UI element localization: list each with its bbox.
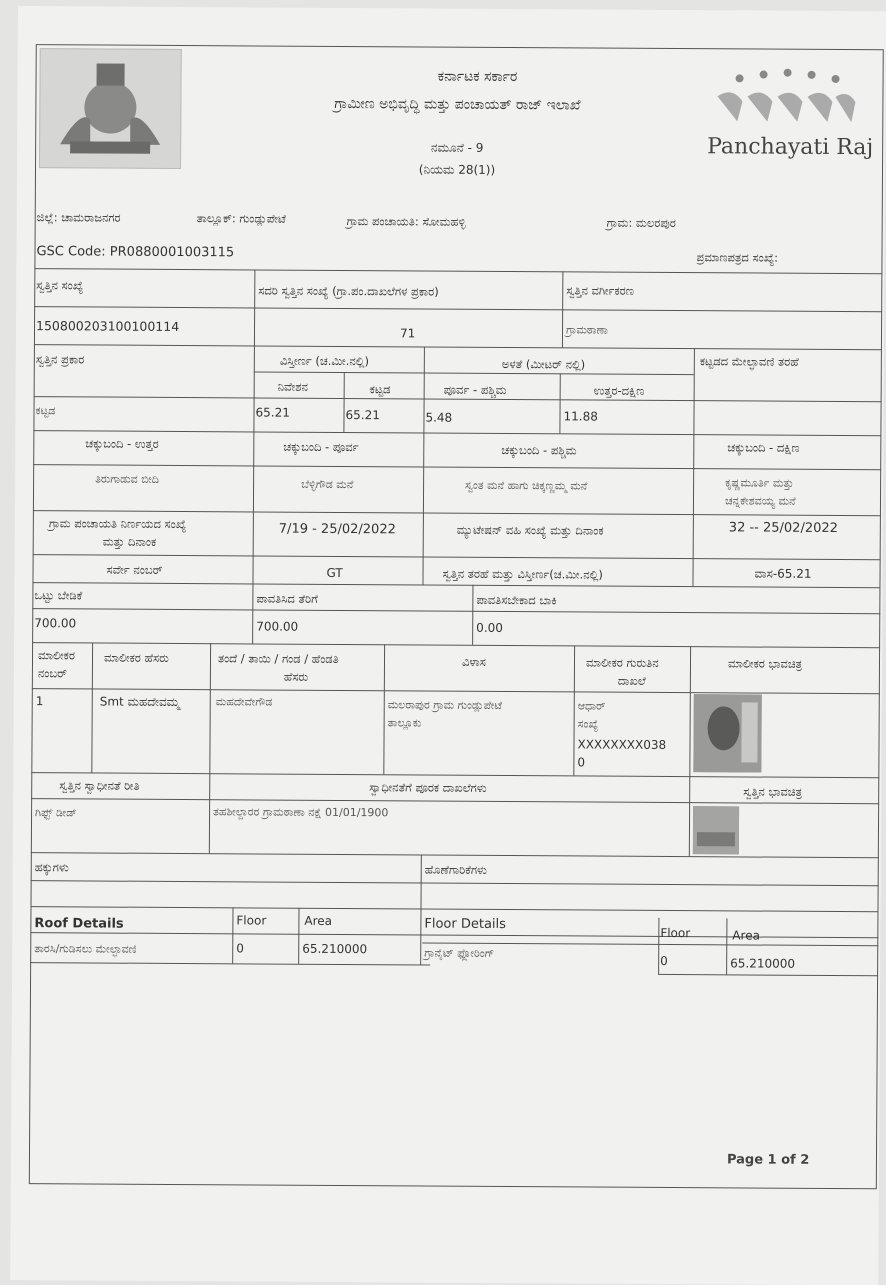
mutation-value: 32 -- 25/02/2022 — [728, 520, 838, 537]
village: ಗ್ರಾಮ: ಮಲರಪುರ — [606, 215, 676, 231]
id-line2: ಸಂಖ್ಯೆ — [577, 717, 599, 731]
nature-value: ವಾಸ-65.21 — [754, 566, 812, 581]
survey-header: ಸರ್ವೇ ನಂಬರ್ — [106, 562, 163, 577]
total-demand: 700.00 — [34, 616, 77, 631]
classification-header: ಸ್ವತ್ತಿನ ವರ್ಗೀಕರಣ — [566, 283, 634, 298]
site-area: 65.21 — [255, 405, 290, 420]
paid-tax: 700.00 — [256, 619, 299, 634]
due-header: ಪಾವತಿಸಬೇಕಾದ ಬಾಕಿ — [476, 592, 557, 608]
nature-header: ಸ್ವತ್ತಿನ ತರಹೆ ಮತ್ತು ವಿಸ್ತೀರ್ಣ(ಚ.ಮೀ.ನಲ್ಲಿ) — [442, 566, 603, 582]
acquisition-mode: ಗಿಫ್ಟ್ ಡೀಡ್ — [35, 806, 77, 820]
built-area: 65.21 — [345, 408, 380, 423]
due-amount: 0.00 — [476, 620, 503, 635]
mutation-header: ಮ್ಯುಟೇಷನ್ ವಹಿ ಸಂಖ್ಯೆ ಮತ್ತು ದಿನಾಂಕ — [456, 522, 604, 538]
old-property-number: 71 — [399, 326, 416, 341]
west-boundary-header: ಚಕ್ಕುಬಂದಿ - ಪಶ್ಚಿಮ — [501, 442, 577, 458]
rights-header: ಹಕ್ಕುಗಳು — [34, 860, 69, 875]
property-number: 150800203100100114 — [36, 318, 180, 334]
old-number-header: ಸದರಿ ಸ್ವತ್ತಿನ ಸಂಖ್ಯೆ (ಗ್ರಾ.ಪಂ.ದಾಖಲೆಗಳ ಪ್ರಕಾರ) — [258, 283, 439, 299]
classification: ಗ್ರಾಮಠಾಣಾ — [565, 323, 609, 337]
department-title: ಗ್ರಾಮೀಣ ಅಭಿವೃದ್ಧಿ ಮತ್ತು ಪಂಚಾಯತ್ ರಾಜ್ ಇಲಾಖೆ — [334, 95, 581, 114]
owner-photo-header: ಮಾಲೀಕರ ಭಾವಚಿತ್ರ — [727, 656, 803, 671]
north-south-header: ಉತ್ತರ-ದಕ್ಷಿಣ — [593, 383, 645, 398]
floor-floor: 0 — [660, 953, 668, 968]
east-boundary-header: ಚಕ್ಕುಬಂದಿ - ಪೂರ್ವ — [283, 439, 359, 455]
owner-number: 1 — [35, 694, 44, 709]
address-header: ವಿಳಾಸ — [461, 654, 486, 669]
relation-header-2: ಹೆಸರು — [283, 669, 309, 684]
aadhaar-number-end: 0 — [577, 755, 586, 770]
liabilities-header: ಹೊಣೆಗಾರಿಕೆಗಳು — [424, 862, 488, 877]
acquisition-mode-header: ಸ್ವತ್ತಿನ ಸ್ವಾಧೀನತೆ ರೀತಿ — [59, 778, 140, 793]
gp-resolution: 7/19 - 25/02/2022 — [278, 521, 396, 538]
property-type: ಕಟ್ಟಡ — [35, 404, 56, 418]
relation-header: ತಂದೆ / ತಾಯಿ / ಗಂಡ / ಹೆಂಡತಿ — [217, 651, 339, 666]
floor-floor-header: Floor — [660, 925, 691, 941]
total-demand-header: ಒಟ್ಟು ಬೇಡಿಕೆ — [34, 588, 83, 603]
supporting-docs: ತಹಶೀಲ್ದಾರರ ಗ್ರಾಮಠಾಣಾ ನಕ್ಷೆ 01/01/1900 — [213, 805, 389, 820]
floor-area: 65.210000 — [730, 956, 796, 971]
south-boundary-header: ಚಕ್ಕುಬಂದಿ - ದಕ್ಷಿಣ — [727, 440, 800, 455]
gp-resolution-header-2: ಮತ್ತು ದಿನಾಂಕ — [102, 534, 157, 549]
east-west-value: 5.48 — [425, 410, 453, 425]
roof-area-header: Area — [304, 913, 333, 928]
north-south-value: 11.88 — [563, 409, 598, 424]
taluk: ತಾಲ್ಲೂಕ್: ಗುಂಡ್ಲುಪೇಟೆ — [196, 211, 286, 226]
survey-number: GT — [326, 565, 343, 580]
document-page — [10, 6, 886, 1285]
property-photo — [693, 806, 739, 854]
property-number-header: ಸ್ವತ್ತಿನ ಸಂಖ್ಯೆ — [36, 278, 84, 293]
owner-name-header: ಮಾಲೀಕರ ಹೆಸರು — [103, 650, 169, 665]
gp-resolution-header: ಗ್ರಾಮ ಪಂಚಾಯತಿ ನಿರ್ಣಯದ ಸಂಖ್ಯೆ — [48, 516, 187, 532]
rule-number: (ನಿಯಮ 28(1)) — [418, 162, 496, 177]
floor-details-header: Floor Details — [424, 916, 506, 932]
id-line1: ಆಧಾರ್ — [577, 699, 606, 713]
property-photo-header: ಸ್ವತ್ತಿನ ಭಾವಚಿತ್ರ — [743, 784, 803, 799]
state-title: ಕರ್ನಾಟಕ ಸರ್ಕಾರ — [437, 68, 518, 86]
panchayati-raj-logo-icon — [707, 66, 857, 127]
floor-type: ಗ್ರಾನೈಟ್ ಫ್ಲೋರಿಂಗ್ — [424, 946, 495, 960]
north-boundary: ತಿರುಗಾಡುವ ಬೀದಿ — [95, 472, 159, 486]
id-header-2: ದಾಖಲೆ — [617, 673, 646, 688]
east-boundary: ಬೆಳ್ಳಿಗೌಡ ಮನೆ — [301, 477, 354, 492]
page-number: Page 1 of 2 — [726, 1152, 810, 1168]
certificate-number-label: ಪ್ರಮಾಣಪತ್ರದ ಸಂಖ್ಯೆ: — [696, 250, 779, 265]
roof-floor: 0 — [236, 941, 244, 956]
measurement-header: ಅಳತೆ (ಮೀಟರ್ ನಲ್ಲಿ) — [501, 356, 586, 372]
site-header: ನಿವೇಶನ — [277, 379, 308, 394]
karnataka-emblem — [39, 48, 182, 169]
paid-tax-header: ಪಾವತಿಸಿದ ತೆರಿಗೆ — [256, 591, 318, 606]
east-west-header: ಪೂರ್ವ - ಪಶ್ಚಿಮ — [443, 382, 507, 397]
roof-floor-header: Floor — [236, 913, 267, 928]
area-header: ವಿಸ್ತೀರ್ಣ (ಚ.ಮೀ.ನಲ್ಲಿ) — [279, 353, 370, 369]
built-header: ಕಟ್ಟಡ — [369, 382, 391, 397]
address-line2: ತಾಲ್ಲೂಕು — [387, 716, 422, 730]
gsc-code: GSC Code: PR0880001003115 — [36, 244, 235, 261]
north-boundary-header: ಚಕ್ಕುಬಂದಿ - ಉತ್ತರ — [85, 436, 159, 451]
aadhaar-number: XXXXXXXX038 — [577, 737, 667, 752]
roof-area: 65.210000 — [302, 941, 368, 957]
roof-details-header: Roof Details — [34, 916, 124, 932]
address-line1: ಮಲರಾಪುರ ಗ್ರಾಮ ಗುಂಡ್ಲುಪೇಟೆ — [387, 698, 503, 712]
supporting-docs-header: ಸ್ವಾಧೀನತೆಗೆ ಪೂರಕ ದಾಖಲೆಗಳು — [369, 780, 487, 795]
floor-area-header: Area — [732, 928, 761, 943]
id-header: ಮಾಲೀಕರ ಗುರುತಿನ — [585, 655, 659, 670]
owner-number-header: ಮಾಲೀಕರ — [37, 648, 75, 663]
west-boundary: ಸ್ವಂತ ಮನೆ ಹಾಗು ಚಿಕ್ಕಣ್ಣಮ್ಮ ಮನೆ — [465, 478, 588, 493]
panchayati-raj-text: Panchayati Raj — [707, 134, 874, 161]
south-boundary-line1: ಕೃಷ್ಣಮೂರ್ತಿ ಮತ್ತು — [725, 476, 794, 490]
gram-panchayat: ಗ್ರಾಮ ಪಂಚಾಯತಿ: ಸೋಮಹಳ್ಳಿ — [346, 214, 466, 229]
owner-number-header-2: ನಂಬರ್ — [37, 666, 68, 681]
relation-name: ಮಹದೇವೇಗೌಡ — [215, 695, 273, 709]
district: ಜಿಲ್ಲೆ: ಚಾಮರಾಜನಗರ — [36, 210, 121, 225]
owner-name: Smt ಮಹದೇವಮ್ಮ — [99, 694, 180, 710]
roof-type: ತಾರಸಿ/ಗುಡಿಸಲು ಮೇಲ್ಛಾವಣಿ — [34, 942, 137, 956]
roof-type-header: ಕಟ್ಟಡದ ಮೇಲ್ಛಾವಣಿ ತರಹೆ — [699, 354, 799, 369]
south-boundary-line2: ಚನ್ನಕೇಶವಯ್ಯ ಮನೆ — [724, 494, 796, 508]
form-number: ನಮೂನೆ - 9 — [430, 140, 484, 155]
property-type-header: ಸ್ವತ್ತಿನ ಪ್ರಕಾರ — [35, 352, 85, 367]
owner-photo — [693, 694, 761, 772]
